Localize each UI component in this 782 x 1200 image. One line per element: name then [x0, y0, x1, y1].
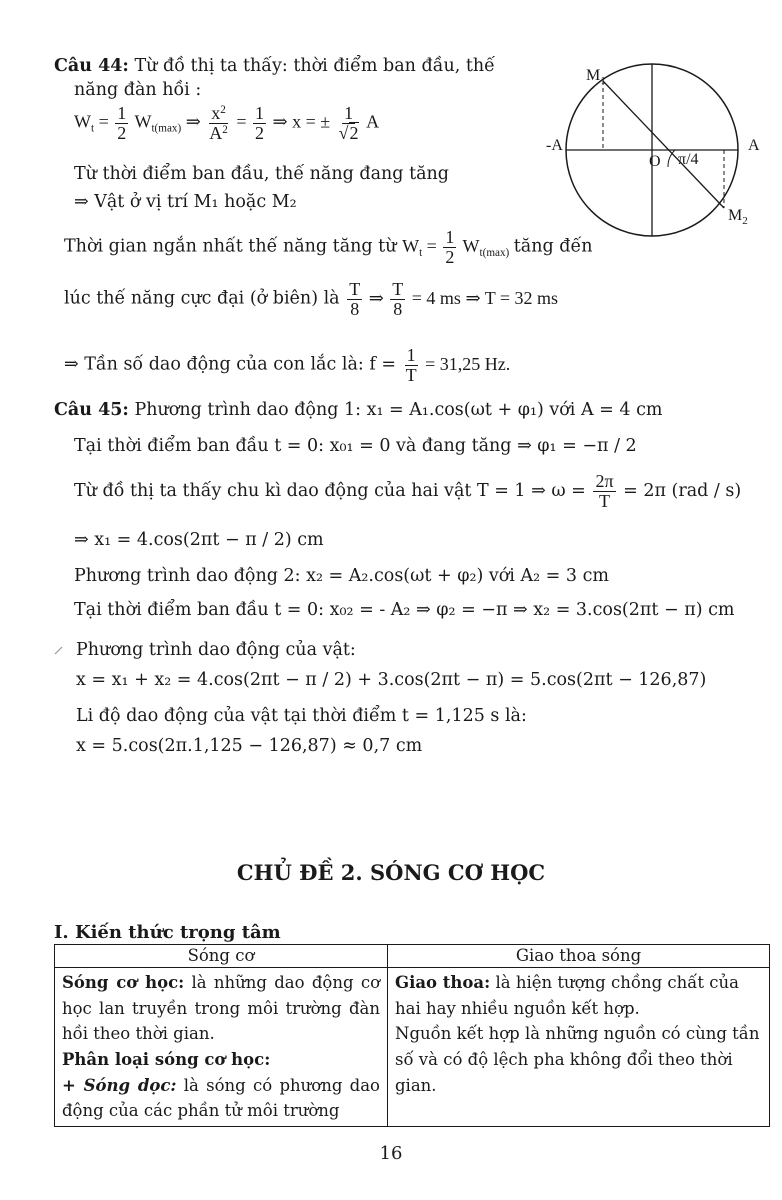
longitudinal-wave: + Sóng dọc: là sóng có phương dao động của các phần tử môi trường [62, 1075, 380, 1121]
header-giao-thoa: Giao thoa sóng [388, 945, 770, 968]
q45-line-1: Câu 45: Phương trình dao động 1: x₁ = A₁.cos(ωt + φ₁) với A = 4 cm [54, 400, 663, 420]
cell-giao-thoa [388, 968, 770, 1126]
pen-mark-icon [54, 642, 68, 656]
q44-intro: Từ đồ thị ta thấy: thời điểm ban đầu, thế [134, 56, 495, 76]
label-minus-a: -A [546, 137, 563, 154]
fraction-one-over-sqrt2: $\frac{1}{√2}$ [338, 103, 359, 143]
table-header-row [55, 945, 770, 968]
diameter-m1-m2 [603, 81, 724, 208]
q45-line-5: Phương trình dao động 2: x₂ = A₂.cos(ωt + φ₂) với A₂ = 3 cm [74, 566, 609, 586]
q45-line-10: x = 5.cos(2π.1,125 − 126,87) ≈ 0,7 cm [76, 736, 423, 756]
q44-rising-line: Từ thời điểm ban đầu, thế năng đang tăng [74, 164, 450, 184]
fraction-one-half: $\frac{1}{2}$ [117, 103, 127, 143]
classification-heading: Phân loại sóng cơ học: [62, 1049, 271, 1069]
fraction-x2-a2: $\frac{x^2}{A^2}$ [209, 103, 228, 143]
cell-song-co [55, 968, 388, 1126]
phase-circle-diagram [540, 62, 770, 238]
coherent-sources: Nguồn kết hợp là những nguồn có cùng tần số và có độ lệch pha không đổi theo thời gian. [395, 1024, 760, 1095]
q45-line-2: Tại thời điểm ban đầu t = 0: x₀₁ = 0 và đang tăng ⇒ φ₁ = −π / 2 [74, 436, 637, 456]
page-number: 16 [379, 1143, 403, 1164]
label-a: A [748, 137, 760, 154]
topic-title: CHỦ ĐỀ 2. SÓNG CƠ HỌC [236, 860, 546, 885]
q45-line-8: x = x₁ + x₂ = 4.cos(2πt − π / 2) + 3.cos(2πt − π) = 5.cos(2πt − 126,87) [76, 670, 707, 690]
q44-label: Câu 44: [54, 56, 129, 76]
interference-definition: Giao thoa: là hiện tượng chồng chất của hai hay nhiều nguồn kết hợp. [395, 973, 739, 1018]
knowledge-table [54, 944, 770, 1127]
q44-line-2: năng đàn hồi : [74, 80, 202, 100]
label-origin: O [649, 153, 661, 170]
q45-label: Câu 45: [54, 400, 129, 420]
q44-max-line: lúc thế năng cực đại (ở biên) là $\frac{T}{8}$ ⇒ $\frac{T}{8}$ = 4 ms ⇒ T = 32 ms [64, 279, 559, 319]
q44-line-1 [54, 56, 495, 77]
q45-line-7: Phương trình dao động của vật: [76, 640, 356, 660]
mech-wave-definition: Sóng cơ học: là những dao động cơ học lan truyền trong môi trường đàn hồi theo thời gian. [62, 973, 380, 1044]
q44-time-line: Thời gian ngắn nhất thế năng tăng từ $W_t$ = $\frac{1}{2}$ $W_{t(max)}$ tăng đến [64, 227, 593, 267]
q44-energy-equation: $W_t$ = $\frac{1}{2}$ $W_{t(max)}$ ⇒ $\frac{x^2}{A^2}$ = $\frac{1}{2}$ ⇒ x = ± $\frac{1}{√2}$ A [74, 103, 380, 143]
table-row [55, 968, 770, 1126]
q45-line-9: Li độ dao động của vật tại thời điểm t = 1,125 s là: [76, 706, 527, 726]
q45-line-3: Từ đồ thị ta thấy chu kì dao động của hai vật T = 1 ⇒ ω = $\frac{2\pi}{T}$ = 2π (rad / s) [74, 471, 742, 511]
q44-position-line: ⇒ Vật ở vị trí M₁ hoặc M₂ [74, 192, 297, 212]
q45-line-4: ⇒ x₁ = 4.cos(2πt − π / 2) cm [74, 530, 324, 550]
q44-frequency-line: ⇒ Tần số dao động của con lắc là: f = $\frac{1}{T}$ = 31,25 Hz. [64, 345, 511, 385]
header-song-co: Sóng cơ [55, 945, 388, 968]
q45-line-6: Tại thời điểm ban đầu t = 0: x₀₂ = - A₂ ⇒ φ₂ = −π ⇒ x₂ = 3.cos(2πt − π) cm [74, 600, 735, 620]
label-angle: π/4 [678, 151, 699, 168]
label-m1: $M_1$ [586, 67, 606, 87]
section-heading: I. Kiến thức trọng tâm [54, 922, 281, 943]
label-m2: $M_2$ [728, 207, 748, 227]
